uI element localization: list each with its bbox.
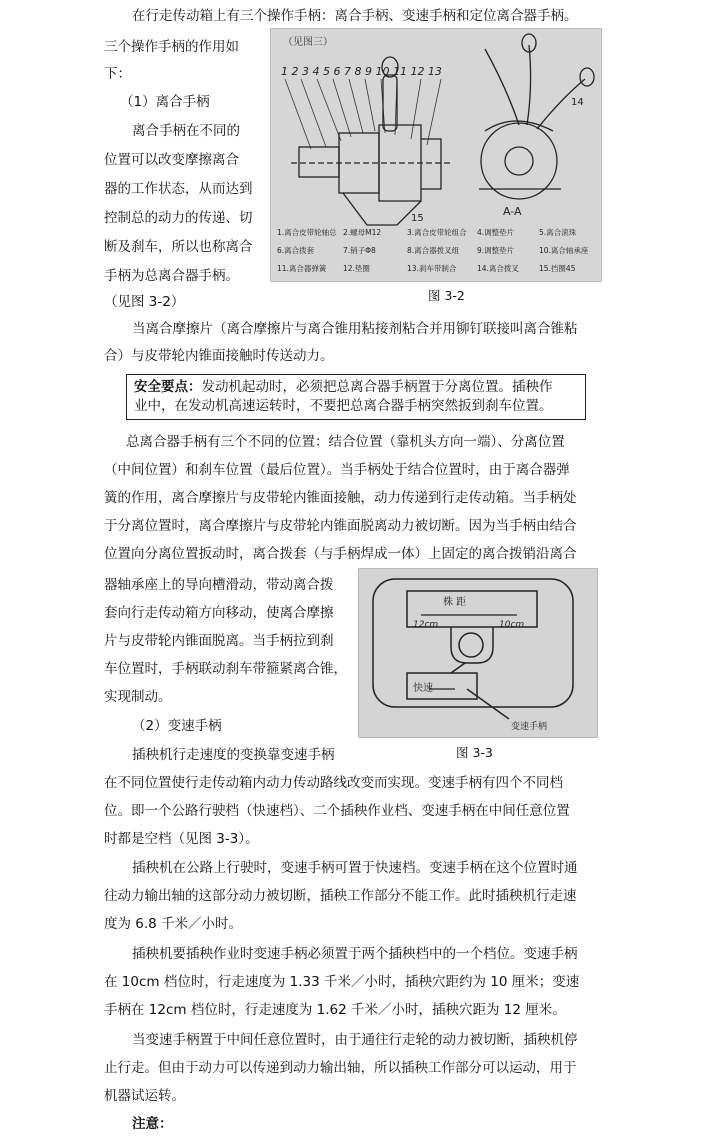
figure-3-2-label-14: 14 <box>571 97 584 108</box>
figure-3-3 <box>358 568 598 738</box>
positions-line: 实现制动。 <box>104 689 172 705</box>
figure-3-2-label-15: 15 <box>411 213 424 224</box>
figure-3-2-legend-item: 7.销子Φ8 <box>343 246 376 255</box>
positions-line: 于分离位置时，离合摩擦片与皮带轮内锥面脱离动力被切断。因为当手柄由结合 <box>104 518 577 534</box>
figure-3-3-label-handle: 变速手柄 <box>511 722 548 732</box>
figure-3-2-legend-item: 11.离合器弹簧 <box>277 264 327 273</box>
neutral-line: 当变速手柄置于中间任意位置时，由于通往行走轮的动力被切断，插秧机停 <box>132 1032 578 1048</box>
neutral-line: 机器试运转。 <box>104 1088 185 1104</box>
figure-3-2-legend-item: 15.挡圈45 <box>539 264 576 273</box>
speed-line: 时都是空档（见图 3-3）。 <box>104 831 259 847</box>
positions-line: 片与皮带轮内锥面脱离。当手柄拉到刹 <box>104 633 334 649</box>
figure-3-3-label-plant: 株 距 <box>443 597 467 608</box>
section1-line: 离合手柄在不同的 <box>132 123 240 139</box>
positions-line: 器轴承座上的导向槽滑动，带动离合拨 <box>104 577 334 593</box>
road-line: 插秧机在公路上行驶时，变速手柄可置于快速档。变速手柄在这个位置时通 <box>132 860 578 876</box>
figure-3-2-legend-item: 9.调整垫片 <box>477 246 515 255</box>
safety-box <box>126 374 586 420</box>
section1-line: 位置可以改变摩擦离合 <box>104 152 239 168</box>
section1-line: 断及刹车，所以也称离合 <box>104 239 253 255</box>
figure-3-2-legend-item: 14.离合拨叉 <box>477 264 519 273</box>
intro-line-2: 三个操作手柄的作用如 <box>104 39 239 55</box>
section1-heading: （1）离合手柄 <box>120 94 210 110</box>
figure-3-2-legend-item: 12.垫圈 <box>343 264 370 273</box>
clutch-diagram <box>271 29 601 281</box>
figure-3-2-caption: 图 3-2 <box>428 288 465 303</box>
positions-line: （中间位置）和刹车位置（最后位置）。当手柄处于结合位置时，由于离合器弹 <box>104 462 570 478</box>
section1-line: 器的工作状态，从而达到 <box>104 181 253 197</box>
figure-3-2-legend-item: 10.离合轴承座 <box>539 246 589 255</box>
figure-3-3-label-12: 12cm <box>413 620 439 630</box>
gear-shift-diagram <box>359 569 597 737</box>
figure-3-2-numbers: 1 2 3 4 5 6 7 8 9 10 11 12 13 <box>281 65 442 78</box>
intro-line-1: 在行走传动箱上有三个操作手柄：离合手柄、变速手柄和定位离合器手柄。 <box>132 8 578 24</box>
positions-line: 套向行走传动箱方向移动，使离合摩擦 <box>104 605 334 621</box>
figure-3-2-legend-item: 4.调整垫片 <box>477 228 515 237</box>
note-label: 注意： <box>132 1116 173 1132</box>
work-line: 手柄在 12cm 档位时，行走速度为 1.62 千米／小时，插秧穴距为 12 厘米。 <box>104 1002 566 1018</box>
positions-line: 总离合器手柄有三个不同的位置：结合位置（靠机头方向一端）、分离位置 <box>126 434 565 450</box>
figure-3-2 <box>270 28 602 282</box>
speed-line: 位。即一个公路行驶档（快速档）、二个插秧作业档、变速手柄在中间任意位置 <box>104 803 570 819</box>
figure-3-3-label-fast: 快速 <box>413 683 433 694</box>
friction-line: 当离合摩擦片（离合摩擦片与离合锥用粘接剂粘合并用铆钉联接叫离合锥粘 <box>132 321 578 337</box>
figure-3-2-legend-item: 5.离合滚珠 <box>539 228 577 237</box>
figure-3-3-label-10: 10cm <box>499 620 525 630</box>
intro-line-3: 下： <box>104 66 131 82</box>
positions-line: 位置向分离位置扳动时，离合拨套（与手柄焊成一体）上固定的离合拨销沿离合 <box>104 546 577 562</box>
safety-line-1 <box>134 378 578 397</box>
speed-line: 插秧机行走速度的变换靠变速手柄 <box>132 747 335 763</box>
figure-3-2-legend-item: 6.离合拨套 <box>277 246 315 255</box>
safety-text-1: 发动机起动时，必须把总离合器手柄置于分离位置。插秧作 <box>201 379 553 395</box>
section1-line: （见图 3-2） <box>104 294 185 310</box>
figure-3-2-legend-item: 8.离合器拨叉组 <box>407 246 460 255</box>
speed-line: 在不同位置使行走传动箱内动力传动路线改变而实现。变速手柄有四个不同档 <box>104 775 563 791</box>
section1-line: 控制总的动力的传递、切 <box>104 210 253 226</box>
road-line: 度为 6.8 千米／小时。 <box>104 916 243 932</box>
figure-3-2-legend-item: 2.螺母M12 <box>343 228 382 237</box>
neutral-line: 止行走。但由于动力可以传递到动力输出轴，所以插秧工作部分可以运动，用于 <box>104 1060 577 1076</box>
positions-line: 车位置时，手柄联动刹车带箍紧离合锥， <box>104 661 347 677</box>
figure-3-2-header: （见图三） <box>283 37 333 48</box>
safety-text-2: 业中，在发动机高速运转时，不要把总离合器手柄突然扳到刹车位置。 <box>134 398 553 414</box>
road-line: 往动力输出轴的这部分动力被切断，插秧工作部分不能工作。此时插秧机行走速 <box>104 888 577 904</box>
work-line: 插秧机要插秧作业时变速手柄必须置于两个插秧档中的一个档位。变速手柄 <box>132 946 578 962</box>
friction-line: 合）与皮带轮内锥面接触时传送动力。 <box>104 348 334 364</box>
work-line: 在 10cm 档位时，行走速度为 1.33 千米／小时，插秧穴距约为 10 厘米；变速 <box>104 974 580 990</box>
positions-line: 簧的作用，离合摩擦片与皮带轮内锥面接触，动力传递到行走传动箱。当手柄处 <box>104 490 577 506</box>
safety-label: 安全要点： <box>134 379 202 395</box>
figure-3-2-legend-item: 1.离合皮带轮轴总 <box>277 228 337 237</box>
section2-heading: （2）变速手柄 <box>132 718 222 734</box>
figure-3-2-legend-item: 3.离合皮带轮组合 <box>407 228 467 237</box>
section1-line: 手柄为总离合器手柄。 <box>104 268 239 284</box>
figure-3-2-legend-item: 13.刹车带制合 <box>407 264 457 273</box>
figure-3-2-section-label: A-A <box>503 205 522 218</box>
figure-3-3-caption: 图 3-3 <box>456 745 493 760</box>
